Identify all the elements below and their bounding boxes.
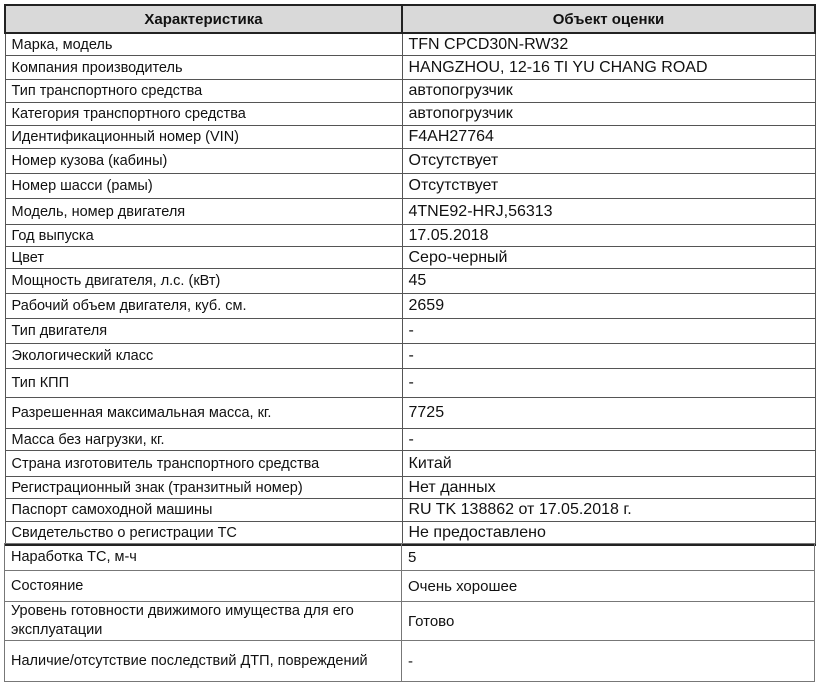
row-label: Марка, модель [5, 33, 402, 56]
row-label: Разрешенная максимальная масса, кг. [5, 398, 402, 429]
row-label: Уровень готовности движимого имущества для его эксплуатации [5, 602, 402, 641]
table-row [5, 33, 815, 56]
row-value: Очень хорошее [402, 571, 815, 602]
row-value: - [402, 344, 815, 369]
row-label: Мощность двигателя, л.с. (кВт) [5, 269, 402, 294]
header-characteristic: Характеристика [5, 5, 402, 33]
row-label: Состояние [5, 571, 402, 602]
row-value: - [402, 429, 815, 451]
row-value: автопогрузчик [402, 80, 815, 103]
row-value: 7725 [402, 398, 815, 429]
table-row [5, 429, 815, 451]
row-value: - [402, 641, 815, 682]
table-row [5, 544, 815, 571]
row-label: Тип двигателя [5, 319, 402, 344]
row-value: F4AH27764 [402, 126, 815, 149]
header-object: Объект оценки [402, 5, 815, 33]
row-label: Экологический класс [5, 344, 402, 369]
row-value: TFN CPCD30N-RW32 [402, 33, 815, 56]
table-row [5, 571, 815, 602]
row-label: Тип КПП [5, 369, 402, 398]
additional-table [4, 543, 815, 682]
row-value: Отсутствует [402, 174, 815, 199]
row-label: Наличие/отсутствие последствий ДТП, повреждений [5, 641, 402, 682]
row-value: Китай [402, 451, 815, 477]
row-label: Свидетельство о регистрации ТС [5, 522, 402, 546]
row-label: Модель, номер двигателя [5, 199, 402, 225]
table-header-row [5, 5, 815, 33]
row-value: Нет данных [402, 477, 815, 499]
row-label: Паспорт самоходной машины [5, 499, 402, 522]
row-value: 45 [402, 269, 815, 294]
row-value: Отсутствует [402, 149, 815, 174]
table-row [5, 344, 815, 369]
table-row [5, 522, 815, 546]
row-label: Номер шасси (рамы) [5, 174, 402, 199]
row-value: Не предоставлено [402, 522, 815, 546]
table-row [5, 80, 815, 103]
row-label: Страна изготовитель транспортного средства [5, 451, 402, 477]
table-row [5, 126, 815, 149]
table-row [5, 369, 815, 398]
table-row [5, 174, 815, 199]
row-label: Рабочий объем двигателя, куб. см. [5, 294, 402, 319]
row-label: Регистрационный знак (транзитный номер) [5, 477, 402, 499]
row-label: Тип транспортного средства [5, 80, 402, 103]
table-row [5, 451, 815, 477]
row-value: 4TNE92-HRJ,56313 [402, 199, 815, 225]
table-row [5, 294, 815, 319]
table-row [5, 319, 815, 344]
row-value: - [402, 319, 815, 344]
table-row [5, 225, 815, 247]
table-row [5, 149, 815, 174]
row-value: - [402, 369, 815, 398]
table-row [5, 56, 815, 80]
table-row [5, 103, 815, 126]
row-label: Наработка ТС, м-ч [5, 544, 402, 571]
table-row [5, 477, 815, 499]
row-value: 2659 [402, 294, 815, 319]
row-label: Категория транспортного средства [5, 103, 402, 126]
row-value: автопогрузчик [402, 103, 815, 126]
row-label: Год выпуска [5, 225, 402, 247]
table-row [5, 247, 815, 269]
row-label: Номер кузова (кабины) [5, 149, 402, 174]
row-value: 5 [402, 544, 815, 571]
table-row [5, 641, 815, 682]
row-value: RU TK 138862 от 17.05.2018 г. [402, 499, 815, 522]
table-row [5, 199, 815, 225]
characteristics-table [4, 4, 816, 546]
table-row [5, 499, 815, 522]
row-label: Идентификационный номер (VIN) [5, 126, 402, 149]
row-label: Цвет [5, 247, 402, 269]
row-value: 17.05.2018 [402, 225, 815, 247]
table-row [5, 269, 815, 294]
table-row [5, 602, 815, 641]
row-value: Готово [402, 602, 815, 641]
row-value: Серо-черный [402, 247, 815, 269]
row-label: Масса без нагрузки, кг. [5, 429, 402, 451]
table-row [5, 398, 815, 429]
row-value: HANGZHOU, 12-16 TI YU CHANG ROAD [402, 56, 815, 80]
row-label: Компания производитель [5, 56, 402, 80]
